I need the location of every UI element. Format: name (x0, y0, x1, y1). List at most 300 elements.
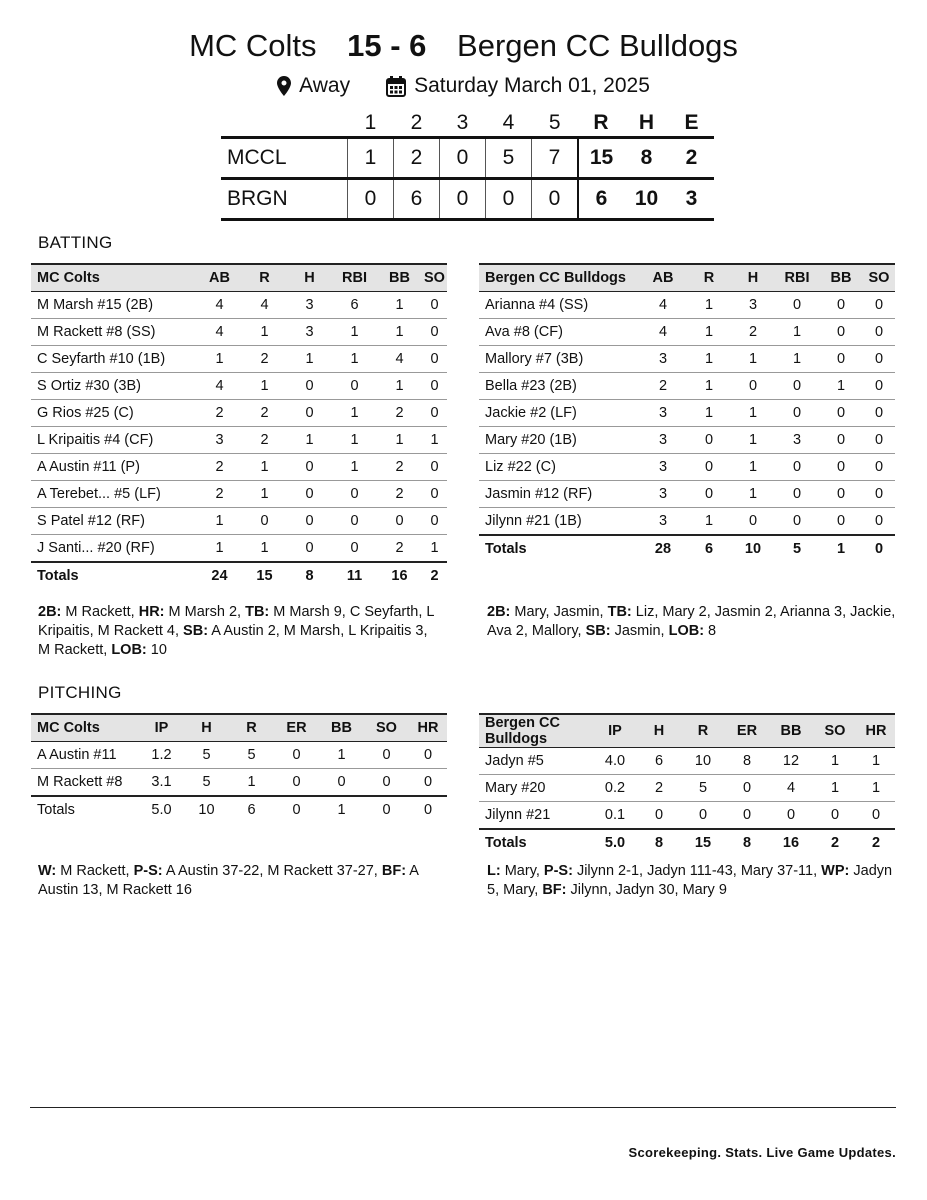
stat-cell: 0 (775, 481, 819, 508)
column-header: BB (819, 264, 863, 292)
stat-cell: 3 (287, 319, 332, 346)
column-header: IP (593, 714, 637, 748)
stat-cell: 3 (731, 292, 775, 319)
totals-row (479, 535, 895, 562)
total-cell: 8 (725, 829, 769, 856)
stat-cell: 2 (377, 400, 422, 427)
player-row (31, 319, 447, 346)
stat-cell: 1 (242, 535, 287, 563)
stat-cell: 0 (687, 454, 731, 481)
totals-row (31, 796, 447, 823)
stat-cell: 1 (287, 346, 332, 373)
stat-cell: 0 (687, 481, 731, 508)
stat-cell: 1 (377, 292, 422, 319)
stat-cell: 0 (319, 769, 364, 797)
inning-runs: 0 (486, 179, 532, 220)
total-cell: 15 (242, 562, 287, 589)
stat-cell: 5 (229, 742, 274, 769)
stat-cell: 2 (242, 346, 287, 373)
totals-label: Totals (479, 535, 639, 562)
column-header: HR (857, 714, 895, 748)
player-name: Bella #23 (2B) (479, 373, 639, 400)
pitching-notes-bulldogs (487, 862, 897, 900)
total-cell: 10 (184, 796, 229, 823)
stat-cell: 2 (197, 481, 242, 508)
totals-label: Totals (31, 796, 139, 823)
stat-cell: 0 (863, 454, 895, 481)
note-text: Liz, Mary 2, Jasmin 2, Arianna 3, Jackie, Ava 2, Mallory, (487, 604, 896, 639)
total-runs: 6 (578, 179, 624, 220)
stat-cell: 0 (863, 400, 895, 427)
note-label: P-S: (133, 863, 163, 879)
player-row (31, 292, 447, 319)
pitching-section-title: PITCHING (38, 683, 122, 702)
inning-header: 3 (456, 111, 469, 134)
note-text: Mary, (500, 863, 544, 879)
stat-cell: 1 (242, 319, 287, 346)
total-cell: 16 (377, 562, 422, 589)
stat-cell: 1 (377, 373, 422, 400)
inning-runs: 0 (532, 179, 579, 220)
player-name: M Rackett #8 (SS) (31, 319, 197, 346)
final-score: 15 - 6 (347, 28, 427, 63)
note-label: SB: (585, 623, 611, 639)
table-header-row (479, 264, 895, 292)
stat-cell: 2 (197, 400, 242, 427)
stat-cell: 1 (319, 742, 364, 769)
stat-cell: 0 (687, 427, 731, 454)
total-hits: 8 (640, 146, 653, 169)
totals-row (479, 829, 895, 856)
stat-cell: 1 (242, 454, 287, 481)
note-text: M Rackett, (61, 604, 139, 620)
stat-cell: 1 (731, 346, 775, 373)
stat-cell: 0 (863, 481, 895, 508)
total-cell: 5 (775, 535, 819, 562)
stat-cell: 0 (819, 508, 863, 536)
note-label: 2B: (38, 604, 62, 620)
calendar-icon (386, 74, 406, 98)
note-label: SB: (183, 623, 209, 639)
location-label: Away (299, 74, 351, 97)
column-header: R (687, 264, 731, 292)
column-header: SO (863, 264, 895, 292)
total-cell: 1 (819, 535, 863, 562)
line-score-header (221, 110, 714, 138)
column-header: BB (769, 714, 813, 748)
stat-cell: 0 (287, 535, 332, 563)
stat-cell: 3 (287, 292, 332, 319)
note-label: 2B: (487, 604, 511, 620)
stat-cell: 0.1 (593, 802, 637, 830)
player-row (479, 481, 895, 508)
player-row (479, 400, 895, 427)
team-header: Bergen CC Bulldogs (479, 714, 593, 748)
stat-cell: 4 (242, 292, 287, 319)
column-header: R (229, 714, 274, 742)
game-header (0, 28, 927, 64)
inning-header: 5 (548, 111, 561, 134)
stat-cell: 0 (731, 373, 775, 400)
total-cell: 16 (769, 829, 813, 856)
stat-cell: 0 (332, 508, 377, 535)
stat-cell: 2 (242, 427, 287, 454)
player-name: A Austin #11 (P) (31, 454, 197, 481)
stat-cell: 0 (813, 802, 857, 830)
stat-cell: 3 (639, 481, 687, 508)
player-name: S Ortiz #30 (3B) (31, 373, 197, 400)
player-name: Mallory #7 (3B) (479, 346, 639, 373)
column-header: RBI (775, 264, 819, 292)
inning-runs: 7 (532, 138, 579, 179)
player-row (479, 775, 895, 802)
stat-cell: 1 (819, 373, 863, 400)
batting-table-colts (31, 263, 447, 589)
stat-cell: 1 (229, 769, 274, 797)
note-text: 10 (146, 642, 167, 658)
player-row (31, 481, 447, 508)
home-team-name: MC Colts (189, 28, 317, 63)
stat-cell: 0 (819, 481, 863, 508)
stat-cell: 3 (775, 427, 819, 454)
total-hits: 10 (634, 187, 659, 210)
stat-cell: 1 (687, 319, 731, 346)
stat-cell: 0 (863, 373, 895, 400)
note-label: TB: (245, 604, 270, 620)
total-cell: 24 (197, 562, 242, 589)
stat-cell: 2 (639, 373, 687, 400)
stat-cell: 0 (377, 508, 422, 535)
inning-runs: 0 (440, 138, 486, 179)
stat-cell: 1 (775, 319, 819, 346)
total-cell: 8 (637, 829, 681, 856)
player-row (479, 319, 895, 346)
stat-cell: 0 (775, 292, 819, 319)
player-row (31, 535, 447, 563)
column-header: BB (377, 264, 422, 292)
stat-cell: 3 (639, 400, 687, 427)
total-cell: 28 (639, 535, 687, 562)
batting-section-title: BATTING (38, 233, 113, 252)
stat-cell: 2 (377, 454, 422, 481)
line-score-row (221, 138, 714, 179)
stat-cell: 1 (775, 346, 819, 373)
stat-cell: 0 (422, 508, 447, 535)
stat-cell: 3 (639, 346, 687, 373)
line-score-table (221, 110, 714, 221)
column-header: AB (197, 264, 242, 292)
player-name: A Terebet... #5 (LF) (31, 481, 197, 508)
stat-cell: 2 (377, 481, 422, 508)
stat-cell: 1 (332, 319, 377, 346)
column-header: R (242, 264, 287, 292)
column-header: SO (422, 264, 447, 292)
stat-cell: 0 (819, 400, 863, 427)
game-info (0, 74, 927, 98)
player-name: S Patel #12 (RF) (31, 508, 197, 535)
runs-header: R (593, 111, 609, 134)
stat-cell: 5 (681, 775, 725, 802)
stat-cell: 0 (422, 292, 447, 319)
stat-cell: 4 (639, 319, 687, 346)
stat-cell: 0 (769, 802, 813, 830)
stat-cell: 1 (857, 775, 895, 802)
stat-cell: 0.2 (593, 775, 637, 802)
stat-cell: 2 (242, 400, 287, 427)
stat-cell: 4 (377, 346, 422, 373)
player-name: M Marsh #15 (2B) (31, 292, 197, 319)
column-header: SO (364, 714, 409, 742)
location-pin-icon (277, 74, 291, 98)
batting-table-bulldogs (479, 263, 895, 562)
stat-cell: 0 (409, 742, 447, 769)
stat-cell: 3 (639, 508, 687, 536)
note-label: HR: (138, 604, 165, 620)
stat-cell: 0 (287, 400, 332, 427)
player-name: Jadyn #5 (479, 748, 593, 775)
stat-cell: 1 (332, 346, 377, 373)
stat-cell: 12 (769, 748, 813, 775)
stat-cell: 0 (422, 400, 447, 427)
inning-runs: 1 (348, 138, 394, 179)
stat-cell: 0 (863, 508, 895, 536)
stat-cell: 0 (422, 319, 447, 346)
stat-cell: 0 (775, 400, 819, 427)
stat-cell: 2 (377, 535, 422, 563)
total-cell: 5.0 (593, 829, 637, 856)
player-row (31, 427, 447, 454)
stat-cell: 1 (687, 400, 731, 427)
note-label: L: (487, 863, 501, 879)
player-row (31, 346, 447, 373)
column-header: H (731, 264, 775, 292)
stat-cell: 6 (332, 292, 377, 319)
note-text: A Austin 13, M Rackett 16 (38, 863, 419, 898)
total-cell: 0 (274, 796, 319, 823)
team-header: MC Colts (31, 264, 197, 292)
inning-runs: 6 (394, 179, 440, 220)
stat-cell: 4 (197, 319, 242, 346)
stat-cell: 1 (242, 373, 287, 400)
stat-cell: 0 (332, 481, 377, 508)
stat-cell: 1 (197, 508, 242, 535)
player-name: G Rios #25 (C) (31, 400, 197, 427)
player-name: Ava #8 (CF) (479, 319, 639, 346)
column-header: HR (409, 714, 447, 742)
stat-cell: 10 (681, 748, 725, 775)
note-label: LOB: (668, 623, 705, 639)
stat-cell: 0 (819, 346, 863, 373)
note-label: BF: (542, 882, 567, 898)
table-header-row (479, 714, 895, 748)
stat-cell: 0 (681, 802, 725, 830)
player-row (479, 373, 895, 400)
player-row (31, 508, 447, 535)
stat-cell: 1 (731, 454, 775, 481)
total-cell: 2 (857, 829, 895, 856)
player-name: J Santi... #20 (RF) (31, 535, 197, 563)
stat-cell: 0 (274, 769, 319, 797)
stat-cell: 0 (819, 292, 863, 319)
player-name: A Austin #11 (31, 742, 139, 769)
stat-cell: 0 (725, 775, 769, 802)
pitching-table-colts (31, 713, 447, 823)
column-header: IP (139, 714, 184, 742)
total-runs: 15 (578, 138, 624, 179)
stat-cell: 1 (377, 427, 422, 454)
stat-cell: 1 (242, 481, 287, 508)
player-name: Jasmin #12 (RF) (479, 481, 639, 508)
stat-cell: 0 (364, 769, 409, 797)
note-label: TB: (607, 604, 632, 620)
total-cell: 15 (681, 829, 725, 856)
stat-cell: 1 (422, 535, 447, 563)
game-date: Saturday March 01, 2025 (414, 74, 650, 97)
note-label: W: (38, 863, 57, 879)
stat-cell: 0 (287, 373, 332, 400)
column-header: AB (639, 264, 687, 292)
stat-cell: 0 (287, 481, 332, 508)
stat-cell: 3 (197, 427, 242, 454)
total-cell: 6 (229, 796, 274, 823)
player-row (31, 373, 447, 400)
batting-notes-colts (38, 603, 438, 660)
player-row (31, 454, 447, 481)
total-cell: 2 (813, 829, 857, 856)
stat-cell: 5 (184, 742, 229, 769)
stat-cell: 1 (813, 748, 857, 775)
player-name: Jackie #2 (LF) (479, 400, 639, 427)
player-name: Mary #20 (1B) (479, 427, 639, 454)
stat-cell: 0 (819, 427, 863, 454)
stat-cell: 1 (422, 427, 447, 454)
note-label: LOB: (111, 642, 147, 658)
stat-cell: 0 (422, 373, 447, 400)
team-header: Bergen CC Bulldogs (479, 264, 639, 292)
stat-cell: 0 (863, 319, 895, 346)
stat-cell: 0 (242, 508, 287, 535)
stat-cell: 5 (184, 769, 229, 797)
note-text: Mary, Jasmin, (510, 604, 608, 620)
stat-cell: 4 (197, 373, 242, 400)
inning-header: 1 (364, 111, 377, 134)
stat-cell: 4 (769, 775, 813, 802)
note-text: Jasmin, (610, 623, 669, 639)
player-name: Liz #22 (C) (479, 454, 639, 481)
stat-cell: 0 (287, 454, 332, 481)
team-abbr: BRGN (227, 187, 288, 210)
note-label: P-S: (543, 863, 573, 879)
totals-row (31, 562, 447, 589)
note-text: 8 (704, 623, 717, 639)
total-cell: 8 (287, 562, 332, 589)
stat-cell: 4 (197, 292, 242, 319)
player-name: C Seyfarth #10 (1B) (31, 346, 197, 373)
stat-cell: 1 (731, 427, 775, 454)
stat-cell: 0 (819, 454, 863, 481)
column-header: ER (725, 714, 769, 748)
stat-cell: 4 (639, 292, 687, 319)
inning-runs: 0 (348, 179, 394, 220)
stat-cell: 1 (332, 400, 377, 427)
player-name: Mary #20 (479, 775, 593, 802)
player-name: M Rackett #8 (31, 769, 139, 797)
player-row (479, 454, 895, 481)
total-cell: 11 (332, 562, 377, 589)
stat-cell: 1 (287, 427, 332, 454)
column-header: RBI (332, 264, 377, 292)
total-cell: 5.0 (139, 796, 184, 823)
inning-runs: 2 (394, 138, 440, 179)
player-row (479, 508, 895, 536)
stat-cell: 4.0 (593, 748, 637, 775)
column-header: H (184, 714, 229, 742)
stat-cell: 0 (857, 802, 895, 830)
stat-cell: 1 (857, 748, 895, 775)
player-row (31, 400, 447, 427)
inning-runs: 0 (440, 179, 486, 220)
stat-cell: 8 (725, 748, 769, 775)
note-label: BF: (381, 863, 407, 879)
total-cell: 1 (319, 796, 364, 823)
inning-header: 4 (502, 111, 515, 134)
stat-cell: 1 (687, 508, 731, 536)
table-header-row (31, 714, 447, 742)
inning-runs: 5 (486, 138, 532, 179)
stat-cell: 3 (639, 454, 687, 481)
player-name: L Kripaitis #4 (CF) (31, 427, 197, 454)
stat-cell: 1 (687, 373, 731, 400)
pitching-notes-colts (38, 862, 438, 900)
stat-cell: 0 (819, 319, 863, 346)
stat-cell: 1 (813, 775, 857, 802)
stat-cell: 6 (637, 748, 681, 775)
line-score-row (221, 179, 714, 220)
stat-cell: 0 (863, 292, 895, 319)
stat-cell: 1.2 (139, 742, 184, 769)
stat-cell: 3.1 (139, 769, 184, 797)
note-text: Jilynn 2-1, Jadyn 111-43, Mary 37-11, (572, 863, 822, 879)
stat-cell: 1 (197, 535, 242, 563)
stat-cell: 2 (197, 454, 242, 481)
player-row (31, 769, 447, 797)
total-cell: 2 (422, 562, 447, 589)
stat-cell: 0 (274, 742, 319, 769)
note-text: A Austin 2, M Marsh, L Kripaitis 3, M Rackett, (38, 623, 428, 658)
note-text: Jilynn, Jadyn 30, Mary 9 (566, 882, 727, 898)
footer-tagline: Scorekeeping. Stats. Live Game Updates. (628, 1145, 896, 1160)
stat-cell: 1 (687, 292, 731, 319)
column-header: H (637, 714, 681, 748)
stat-cell: 0 (637, 802, 681, 830)
batting-notes-bulldogs (487, 603, 897, 641)
player-name: Arianna #4 (SS) (479, 292, 639, 319)
player-name: Jilynn #21 (1B) (479, 508, 639, 536)
total-cell: 0 (409, 796, 447, 823)
total-cell: 0 (364, 796, 409, 823)
table-header-row (31, 264, 447, 292)
stat-cell: 0 (409, 769, 447, 797)
column-header: BB (319, 714, 364, 742)
player-row (479, 346, 895, 373)
total-cell: 10 (731, 535, 775, 562)
note-text: M Marsh 9, C Seyfarth, L Kripaitis, M Rackett 4, (38, 604, 434, 639)
total-cell: 6 (687, 535, 731, 562)
stat-cell: 0 (422, 454, 447, 481)
stat-cell: 0 (725, 802, 769, 830)
stat-cell: 0 (287, 508, 332, 535)
hits-header: H (638, 111, 655, 134)
